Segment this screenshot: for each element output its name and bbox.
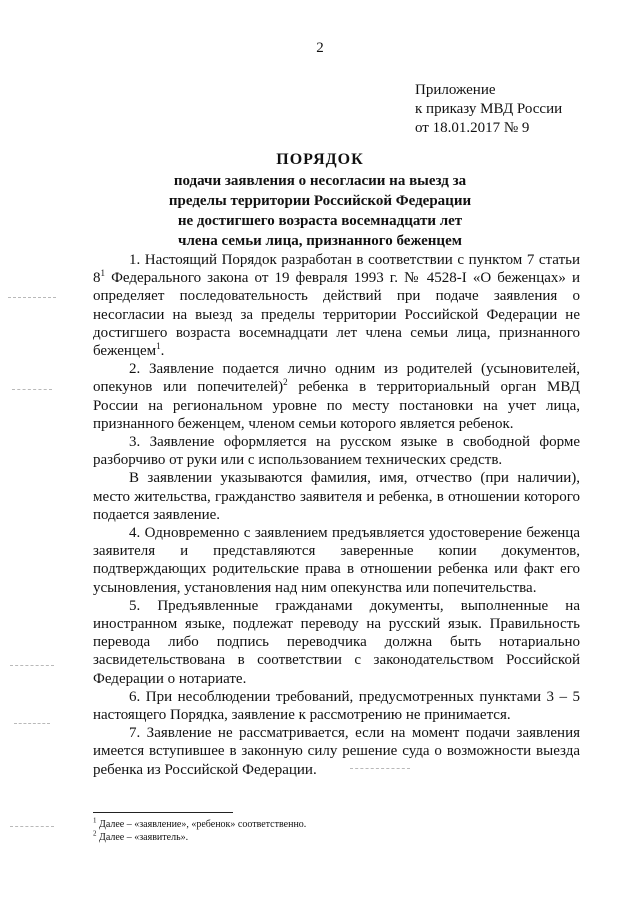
paragraph-7: 7. Заявление не рассматривается, если на момент подачи заявления имеется вступившее в законную силу решение суда о возможности выезда ребенка из Российской Федерации. [93,725,580,778]
scan-artifact [14,723,50,724]
footnote-1-mark: 1 [93,816,97,825]
paragraph-1-text-continued: Федерального закона от 19 февраля 1993 г. № 4528-I «О беженцах» и определяет последовательность действий при подаче заявления о несогласии на выезд за пределы территории Российской Федерации не достигшего возраста восемнадцати лет члена семьи лица, признанного беженцем [93,270,580,360]
paragraph-3-continued: В заявлении указываются фамилия, имя, отчество (при наличии), место жительства, гражданство заявителя и ребенка, в отношении которого подается заявление. [93,470,580,523]
scan-artifact [12,389,52,390]
footnote-2 [93,831,573,844]
paragraph-1-end: . [160,343,165,360]
document-title [0,150,640,251]
paragraph-6: 6. При несоблюдении требований, предусмотренных пунктами 3 – 5 настоящего Порядка, заявление к рассмотрению не принимается. [93,688,580,724]
annex-line-1: Приложение [415,82,496,98]
paragraph-4: 4. Одновременно с заявлением предъявляется удостоверение беженца заявителя и представляются заверенные копии документов, подтверждающих родительские права в отношении ребенка или факт его усыновления, установления над ним опекунства или попечительства. [93,525,580,596]
paragraph-5: 5. Предъявленные гражданами документы, выполненные на иностранном языке, подлежат переводу на русский язык. Правильность перевода либо подпись переводчика должна быть нотариально засвидетельствована в соответствии с законодательством Российской Федерации о нотариате. [93,597,580,687]
scan-artifact [8,297,56,298]
scan-artifact [10,665,54,666]
title-heading: ПОРЯДОК [276,151,364,168]
title-line-3: не достигшего возраста восемнадцати лет [177,213,463,229]
footnote-ref-2: 2 [283,377,288,388]
document-body [93,251,580,779]
title-line-4: члена семьи лица, признанного беженцем [178,233,462,249]
annex-block [415,81,562,138]
page-number: 2 [316,40,324,56]
paragraph-2 [93,360,580,433]
footnote-separator [93,812,233,813]
paragraph-1-text: 1. Настоящий Порядок разработан в соответствии с пунктом 7 статьи 8 [93,252,580,287]
annex-line-2: к приказу МВД России [415,101,563,117]
paragraph-1 [93,251,580,360]
footnote-ref-1: 1 [156,341,161,352]
title-line-1: подачи заявления о несогласии на выезд за [173,173,467,189]
paragraph-2-text: 2. Заявление подается лично одним из родителей (усыновителей, опекунов или попечителей) [93,361,580,396]
article-superscript: 1 [100,268,105,279]
footnote-1-text: Далее – «заявление», «ребенок» соответственно. [96,819,307,830]
paragraph-3: 3. Заявление оформляется на русском языке в свободной форме разборчиво от руки или с использованием технических средств. [93,434,580,469]
scan-artifact [350,768,410,769]
footnote-1 [93,818,573,831]
scan-artifact [10,826,54,827]
paragraph-2-text-continued: ребенка в территориальный орган МВД России на региональном уровне по месту постановки на учет лица, признанного беженцем, членом семьи которого является ребенок. [93,379,581,432]
annex-line-3: от 18.01.2017 № 9 [415,120,530,136]
footnotes [93,818,573,844]
title-line-2: пределы территории Российской Федерации [168,193,472,209]
footnote-2-text: Далее – «заявитель». [96,832,189,843]
footnote-2-mark: 2 [93,829,97,838]
